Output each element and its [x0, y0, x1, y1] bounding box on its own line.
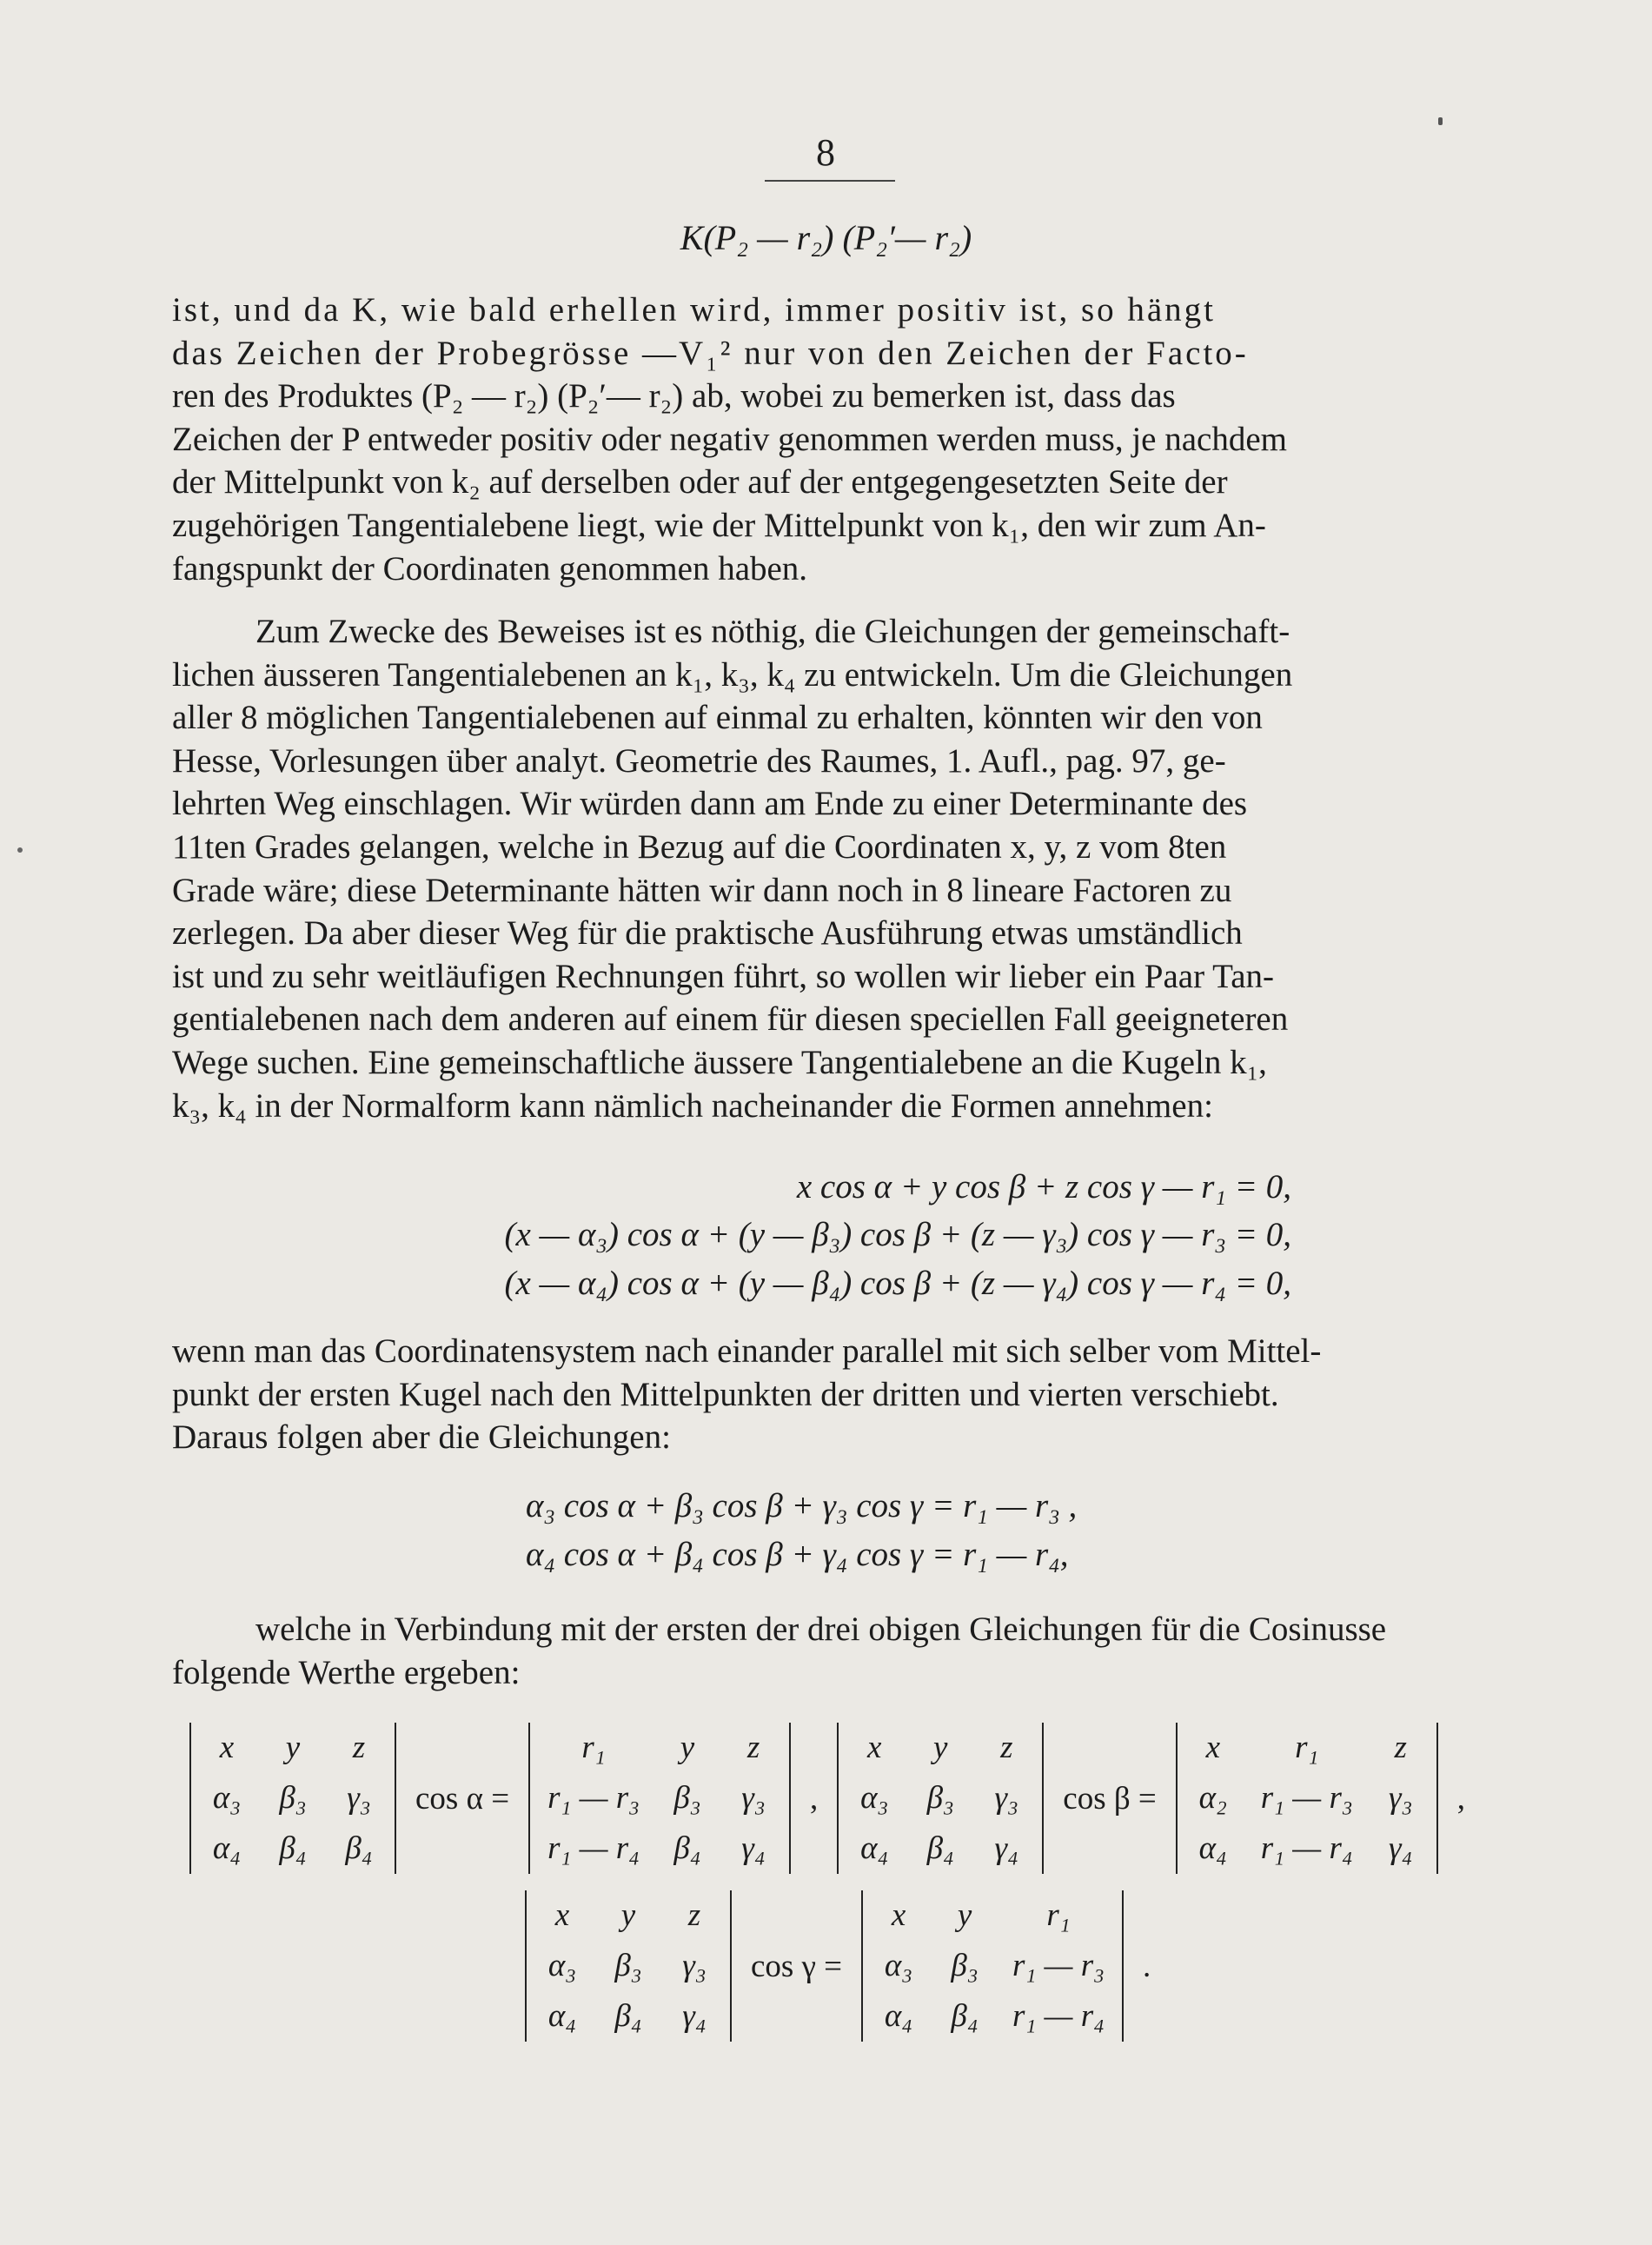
det-cell: x	[219, 1730, 235, 1765]
det-cell: y	[680, 1730, 695, 1765]
det-cell: γ₃	[741, 1780, 766, 1816]
det-cell: γ₄	[682, 1998, 707, 2034]
det-cell: α₄	[860, 1830, 889, 1866]
det-cell: γ₃	[347, 1780, 371, 1816]
paragraph-2	[172, 610, 1493, 1127]
header-rule	[765, 180, 895, 182]
det-cell: x	[554, 1897, 570, 1933]
det-cell: z	[352, 1730, 366, 1765]
det-cell: β₄	[926, 1830, 954, 1866]
det-cell: γ₃	[682, 1948, 707, 1983]
text-line: Zeichen der P entweder positiv oder negativ genommen werden muss, je nachdem	[172, 420, 1287, 458]
ink-speck	[1438, 117, 1443, 125]
text-line: Wege suchen. Eine gemeinschaftliche äussere Tangentialebene an die Kugeln k₁,	[172, 1043, 1267, 1081]
det-cell: α₂	[1198, 1780, 1227, 1816]
det-cell: r₁	[581, 1730, 606, 1765]
text-line: welche in Verbindung mit der ersten der drei obigen Gleichungen für die Cosinusse	[255, 1611, 1387, 1648]
determinant-xyz-b	[837, 1723, 1044, 1874]
text-line: ren des Produktes (P₂ — r₂) (P₂′— r₂) ab, wobei zu bemerken ist, dass das	[172, 377, 1176, 415]
header-formula: K(P₂ — r₂) (P₂′— r₂)	[680, 218, 972, 257]
text-line: Hesse, Vorlesungen über analyt. Geometrie des Raumes, 1. Aufl., pag. 97, ge-	[172, 741, 1226, 780]
page-number: 8	[816, 131, 836, 174]
determinant-xyz	[189, 1723, 396, 1874]
paragraph-1	[172, 289, 1493, 590]
det-cell: r₁ — r₄	[547, 1830, 640, 1866]
determinant-row-2	[525, 1890, 1151, 2042]
end-period: .	[1142, 1948, 1151, 1984]
text-line: der Mittelpunkt von k₂ auf derselben oder auf der entgegengesetzten Seite der	[172, 463, 1228, 501]
det-cell: β₄	[614, 1998, 642, 2034]
det-cell: γ₃	[1388, 1780, 1413, 1816]
det-cell: α₃	[547, 1948, 577, 1983]
det-cell: z	[687, 1897, 701, 1933]
determinant-xyz-c	[525, 1890, 732, 2042]
equation: x cos α + y cos β + z cos γ — r₁ = 0,	[796, 1168, 1291, 1206]
det-cell: r₁ — r₄	[1260, 1830, 1353, 1866]
text-line: k₃, k₄ in der Normalform kann nämlich nacheinander die Formen annehmen:	[172, 1086, 1213, 1125]
det-cell: z	[746, 1730, 760, 1765]
text-line: wenn man das Coordinatensystem nach einander parallel mit sich selber vom Mittel-	[172, 1332, 1322, 1370]
det-cell: r₁ — r₃	[547, 1780, 640, 1816]
equation: (x — α₄) cos α + (y — β₄) cos β + (z — γ₄) cos γ — r₄ = 0,	[504, 1265, 1291, 1302]
det-cell: γ₄	[1388, 1830, 1413, 1866]
det-cell: β₄	[951, 1998, 979, 2034]
separator: ,	[1456, 1780, 1465, 1817]
determinant-row-1	[189, 1723, 1465, 1874]
cos-gamma-label: cos γ =	[751, 1948, 843, 1984]
determinant-beta	[1176, 1723, 1438, 1874]
text-line: zugehörigen Tangentialebene liegt, wie der Mittelpunkt von k₁, den wir zum An-	[172, 506, 1266, 544]
text-line: gentialebenen nach dem anderen auf einem für diesen speciellen Fall geeigneteren	[172, 1000, 1289, 1039]
det-cell: x	[891, 1897, 906, 1933]
det-cell: β₄	[345, 1830, 373, 1866]
text-line: fangspunkt der Coordinaten genommen haben.	[172, 549, 808, 588]
equation: α₃ cos α + β₃ cos β + γ₃ cos γ = r₁ — r₃ ,	[526, 1487, 1078, 1524]
det-cell: y	[285, 1730, 301, 1765]
det-cell: γ₃	[994, 1780, 1018, 1816]
determinant-gamma	[861, 1890, 1124, 2042]
text-line: das Zeichen der Probegrösse —V₁² nur von den Zeichen der Facto-	[172, 334, 1249, 372]
paragraph-3	[172, 1330, 1493, 1459]
ink-speck	[17, 847, 23, 853]
det-cell: α₄	[547, 1998, 577, 2034]
det-cell: β₄	[279, 1830, 307, 1866]
text-line: aller 8 möglichen Tangentialebenen auf einmal zu erhalten, könnten wir den von	[172, 699, 1263, 737]
det-cell: r₁	[1046, 1897, 1071, 1933]
det-cell: α₄	[1198, 1830, 1227, 1866]
text-line: Daraus folgen aber die Gleichungen:	[172, 1418, 671, 1457]
cos-beta-label: cos β =	[1063, 1780, 1157, 1817]
text-line: punkt der ersten Kugel nach den Mittelpunkten der dritten und vierten verschiebt.	[172, 1375, 1279, 1413]
det-cell: z	[1000, 1730, 1013, 1765]
det-cell: α₃	[212, 1780, 242, 1816]
det-cell: y	[957, 1897, 972, 1933]
det-cell: r₁ — r₃	[1260, 1780, 1353, 1816]
det-cell: γ₄	[741, 1830, 766, 1866]
det-cell: β₃	[614, 1948, 642, 1983]
equation: α₄ cos α + β₄ cos β + γ₄ cos γ = r₁ — r₄,	[526, 1536, 1069, 1573]
determinant-alpha	[528, 1723, 791, 1874]
det-cell: β₃	[673, 1780, 701, 1816]
det-cell: α₃	[860, 1780, 889, 1816]
det-cell: α₄	[212, 1830, 242, 1866]
text-line: ist und zu sehr weitläufigen Rechnungen führt, so wollen wir lieber ein Paar Tan-	[172, 957, 1275, 995]
det-cell: r₁ — r₃	[1012, 1948, 1105, 1983]
equation: (x — α₃) cos α + (y — β₃) cos β + (z — γ₃) cos γ — r₃ = 0,	[504, 1216, 1291, 1253]
det-cell: β₃	[926, 1780, 954, 1816]
det-cell: β₃	[279, 1780, 307, 1816]
det-cell: y	[933, 1730, 948, 1765]
det-cell: y	[620, 1897, 636, 1933]
det-cell: β₄	[673, 1830, 701, 1866]
separator: ,	[810, 1780, 819, 1817]
text-line: zerlegen. Da aber dieser Weg für die praktische Ausführung etwas umständlich	[172, 914, 1243, 953]
text-line: lichen äusseren Tangentialebenen an k₁, k₃, k₄ zu entwickeln. Um die Gleichungen	[172, 655, 1293, 694]
text-line: lehrten Weg einschlagen. Wir würden dann am Ende zu einer Determinante des	[172, 785, 1248, 823]
paragraph-4	[172, 1608, 1493, 1694]
cos-alpha-label: cos α =	[415, 1780, 510, 1817]
text-line: ist, und da K, wie bald erhellen wird, immer positiv ist, so hängt	[172, 291, 1217, 329]
det-cell: α₃	[884, 1948, 913, 1983]
det-cell: x	[1205, 1730, 1220, 1765]
text-line: 11ten Grades gelangen, welche in Bezug auf die Coordinaten x, y, z vom 8ten	[172, 827, 1227, 866]
det-cell: r₁	[1295, 1730, 1319, 1765]
det-cell: α₄	[884, 1998, 913, 2034]
text-line: folgende Werthe ergeben:	[172, 1653, 521, 1691]
text-line: Zum Zwecke des Beweises ist es nöthig, die Gleichungen der gemeinschaft-	[255, 613, 1290, 650]
det-cell: z	[1394, 1730, 1407, 1765]
det-cell: x	[867, 1730, 882, 1765]
det-cell: r₁ — r₄	[1012, 1998, 1105, 2034]
det-cell: β₃	[951, 1948, 979, 1983]
det-cell: γ₄	[994, 1830, 1018, 1866]
text-line: Grade wäre; diese Determinante hätten wir dann noch in 8 lineare Factoren zu	[172, 871, 1232, 909]
